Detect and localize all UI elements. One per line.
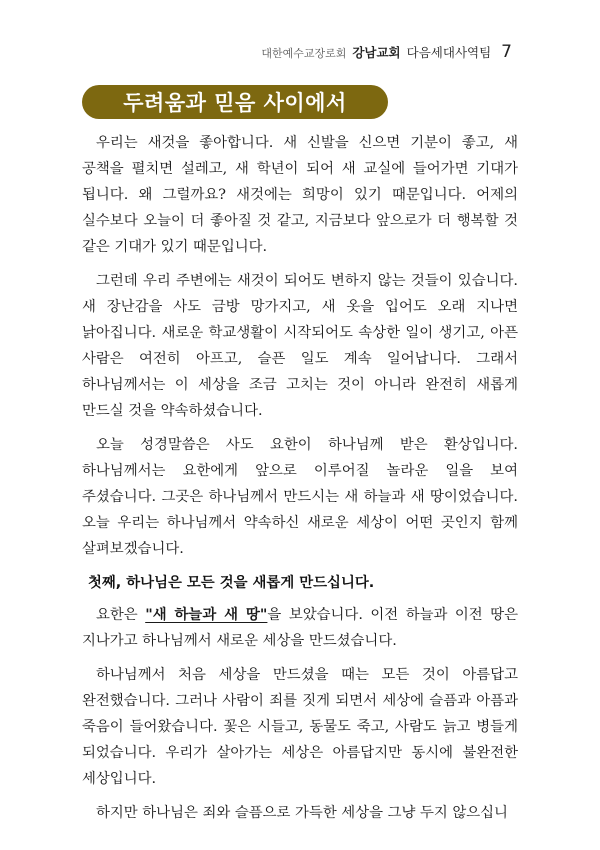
paragraph-5: 하나님께서 처음 세상을 만드셨을 때는 모든 것이 아름답고 완전했습니다. 그러나 사람이 죄를 짓게 되면서 세상에 슬픔과 아픔과 죽음이 들어왔습니다. 꽃은 시들고, 동물도 죽고, 사람도 늙고 병들게 되었습니다. 우리가 살아가는 세상은 아름답지만 동시에 불완전한 세상입니다. — [82, 667, 518, 787]
header-church: 강남교회 — [352, 45, 401, 60]
body-text — [82, 130, 518, 834]
page-number: 7 — [501, 42, 512, 62]
paragraph-1: 우리는 새것을 좋아합니다. 새 신발을 신으면 기분이 좋고, 새 공책을 펼치면 설레고, 새 학년이 되어 새 교실에 들어가면 기대가 됩니다. 왜 그럴까요? 새것에는 희망이 있기 때문입니다. 어제의 실수보다 오늘이 더 좋아질 것 같고, 지금보다 앞으로가 더 행복할 것 같은 기대가 있기 때문입니다. — [82, 135, 518, 255]
scripture-quote: "새 하늘과 새 땅" — [145, 607, 268, 623]
page-title: 두려움과 믿음 사이에서 — [123, 91, 347, 115]
paragraph-6: 하지만 하나님은 죄와 슬픔으로 가득한 세상을 그냥 두지 않으십니 — [96, 805, 508, 821]
paragraph-4-end: 을 보았습니다. 이전 하늘과 이전 땅은 지나가고 하나님께서 새로운 세상을 만드셨습니다. — [82, 607, 519, 649]
paragraph-4 — [82, 602, 518, 654]
section-heading: 첫째, 하나님은 모든 것을 새롭게 만드십니다. — [88, 575, 375, 591]
paragraph-4-start: 요한은 — [96, 607, 146, 623]
header-organization: 대한예수교장로회 — [261, 47, 347, 60]
paragraph-3: 오늘 성경말씀은 사도 요한이 하나님께 받은 환상입니다. 하나님께서는 요한에게 앞으로 이루어질 놀라운 일을 보여 주셨습니다. 그곳은 하나님께서 만드시는 새 하늘과 새 땅이었습니다. 오늘 우리는 하나님께서 약속하신 새로운 세상이 어떤 곳인지 함께 살펴보겠습니다. — [82, 437, 518, 557]
running-header — [261, 42, 512, 62]
header-team: 다음세대사역팀 — [406, 45, 492, 60]
title-banner — [82, 85, 388, 119]
paragraph-2: 그런데 우리 주변에는 새것이 되어도 변하지 않는 것들이 있습니다. 새 장난감을 사도 금방 망가지고, 새 옷을 입어도 오래 지나면 낡아집니다. 새로운 학교생활이 시작되어도 속상한 일이 생기고, 아픈 사람은 여전히 아프고, 슬픈 일도 계속 일어납니다. 그래서 하나님께서는 이 세상을 조금 고치는 것이 아니라 완전히 새롭게 만드실 것을 약속하셨습니다. — [82, 273, 518, 419]
